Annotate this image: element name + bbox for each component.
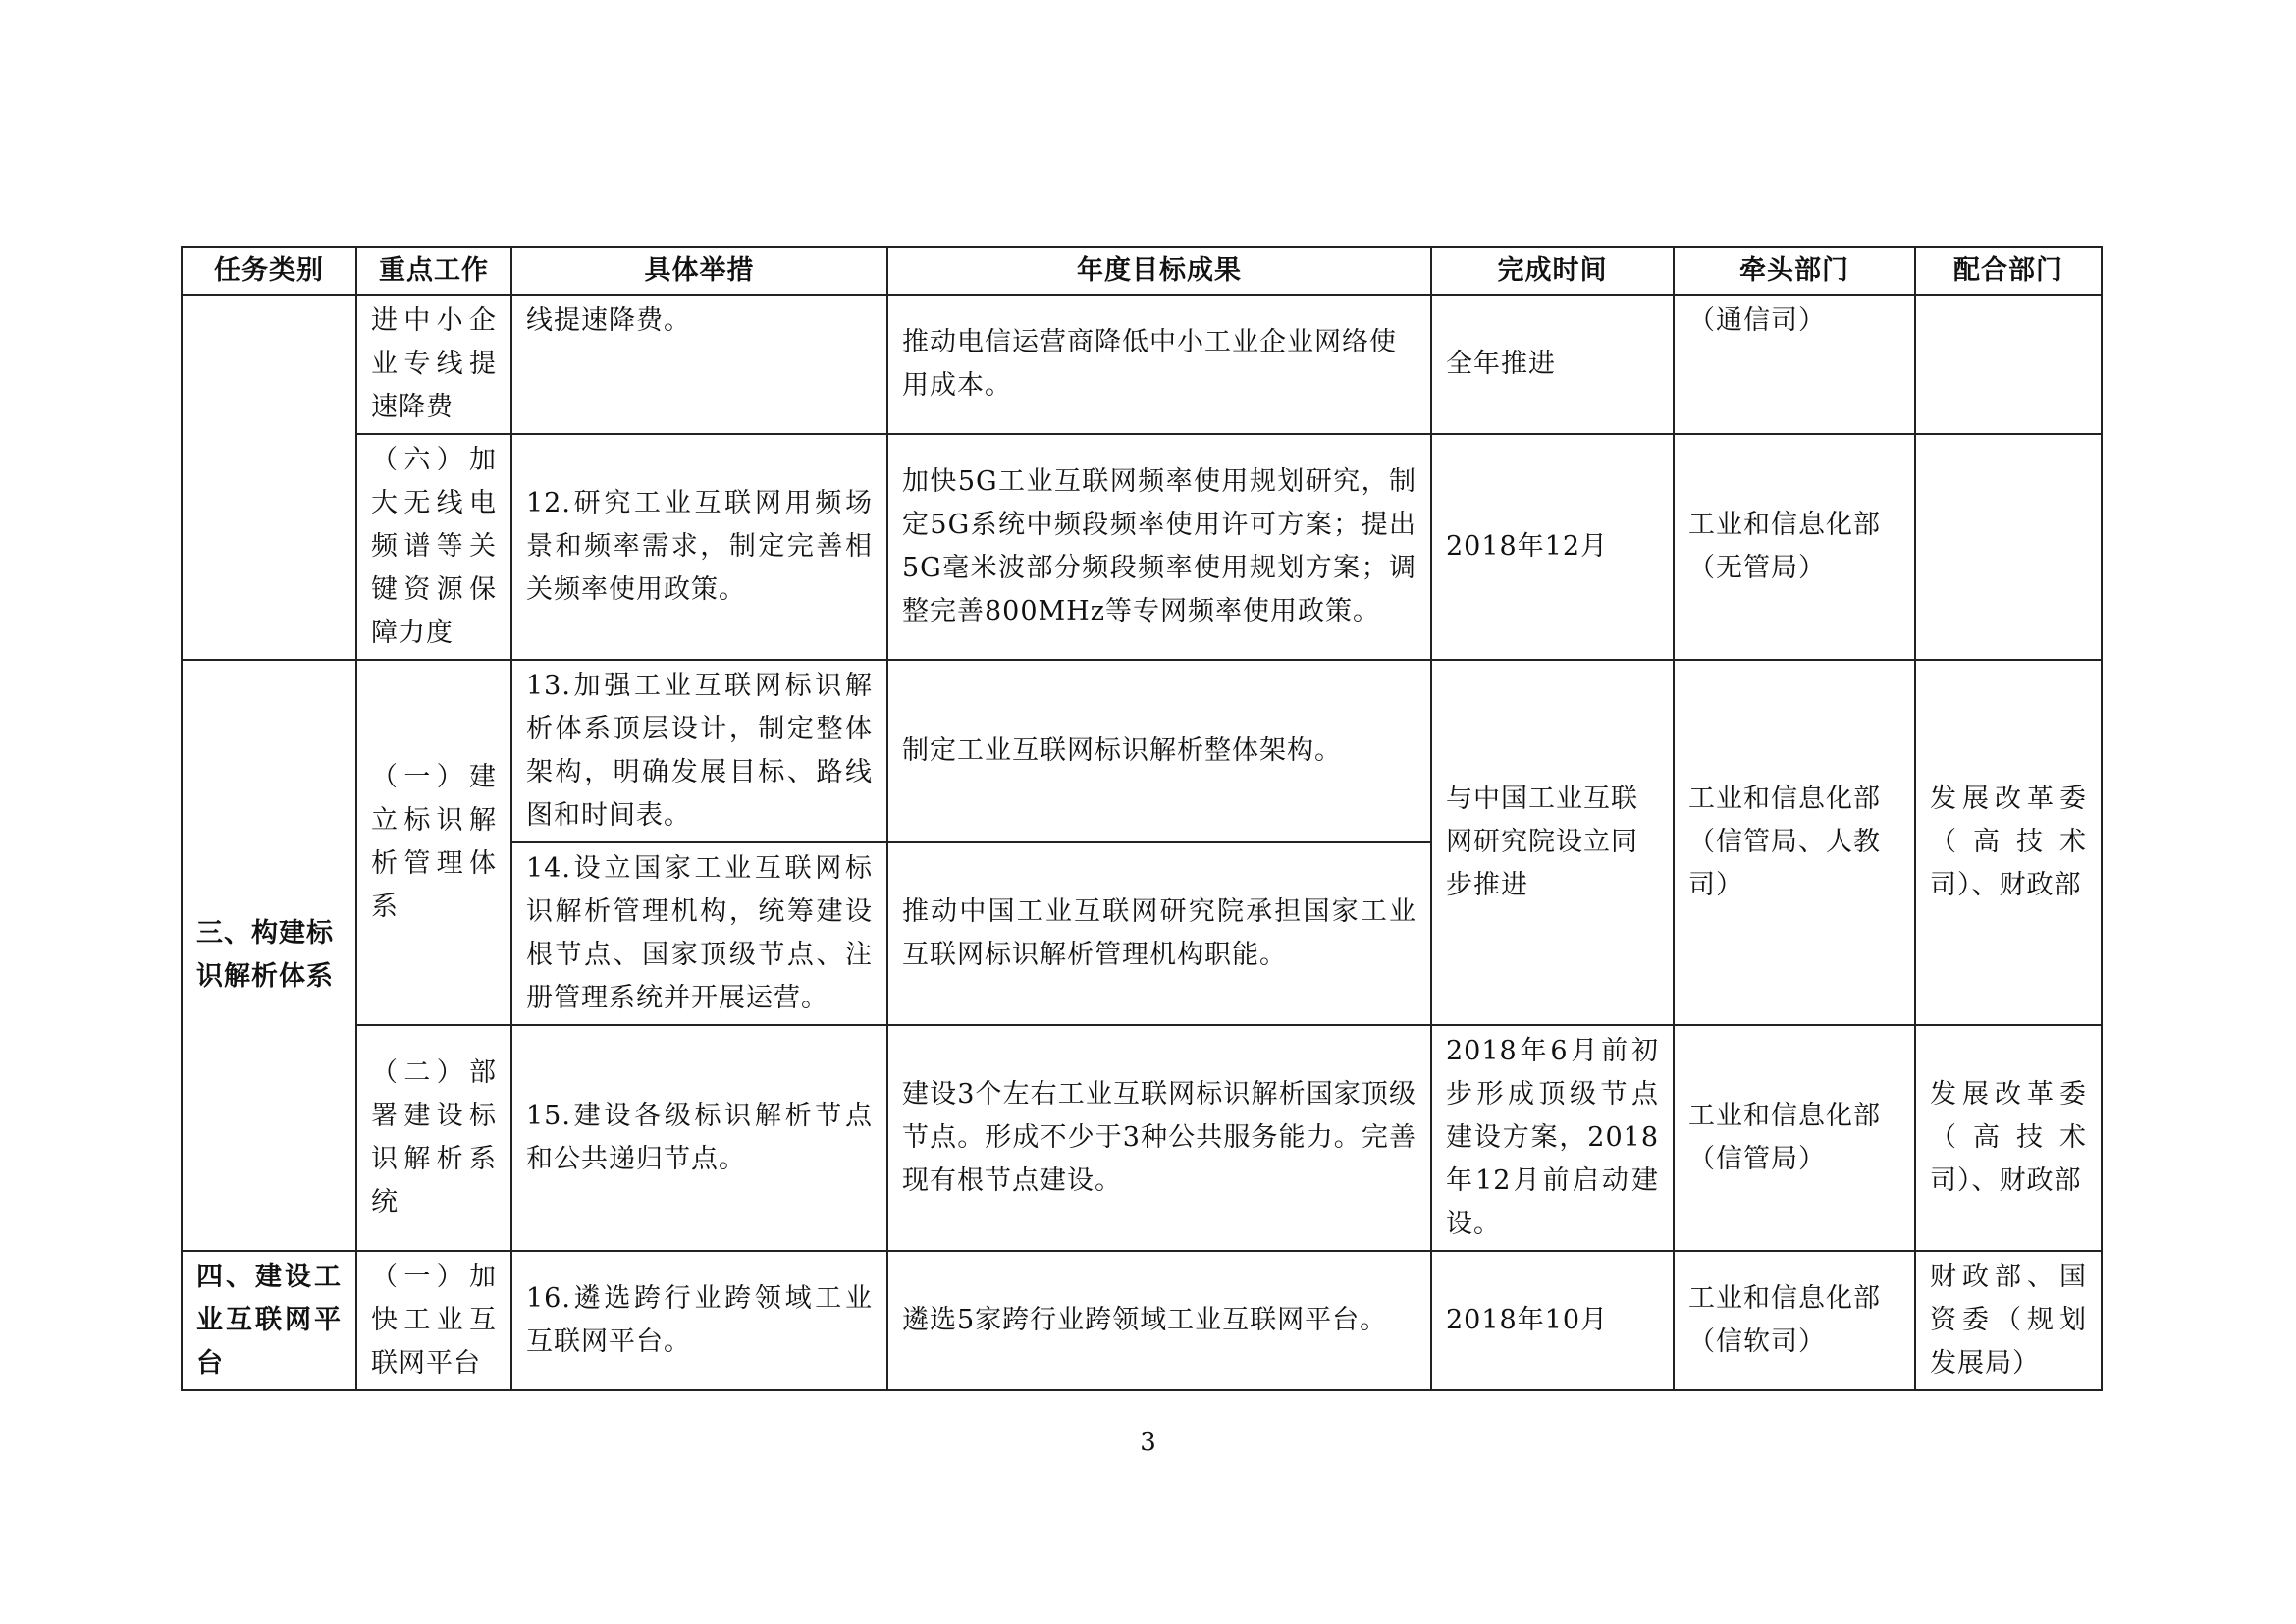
support-cell: 发展改革委（高技术司）、财政部 (1915, 1025, 2102, 1251)
target-cell: 推动中国工业互联网研究院承担国家工业互联网标识解析管理机构职能。 (887, 842, 1431, 1025)
measure-cell: 15.建设各级标识解析节点和公共递归节点。 (511, 1025, 887, 1251)
target-cell: 推动电信运营商降低中小工业企业网络使用成本。 (887, 295, 1431, 434)
lead-cell: 工业和信息化部（信软司） (1674, 1251, 1915, 1390)
target-cell: 制定工业互联网标识解析整体架构。 (887, 660, 1431, 842)
table-row (182, 660, 2102, 842)
time-cell: 2018年6月前初步形成顶级节点建设方案，2018年12月前启动建设。 (1431, 1025, 1674, 1251)
table-row (182, 1251, 2102, 1390)
measure-cell: 13.加强工业互联网标识解析体系顶层设计，制定整体架构，明确发展目标、路线图和时间表。 (511, 660, 887, 842)
category-cell: 四、建设工业互联网平台 (182, 1251, 356, 1390)
support-cell (1915, 434, 2102, 660)
lead-cell: （通信司） (1674, 295, 1915, 434)
time-cell: 2018年10月 (1431, 1251, 1674, 1390)
work-cell: （二）部署建设标识解析系统 (356, 1025, 511, 1251)
header-work: 重点工作 (356, 247, 511, 295)
work-cell: （一）加快工业互联网平台 (356, 1251, 511, 1390)
lead-cell: 工业和信息化部（信管局） (1674, 1025, 1915, 1251)
work-cell: （六）加大无线电频谱等关键资源保障力度 (356, 434, 511, 660)
support-cell (1915, 295, 2102, 434)
target-cell: 建设3个左右工业互联网标识解析国家顶级节点。形成不少于3种公共服务能力。完善现有根节点建设。 (887, 1025, 1431, 1251)
measure-cell: 12.研究工业互联网用频场景和频率需求，制定完善相关频率使用政策。 (511, 434, 887, 660)
header-measure: 具体举措 (511, 247, 887, 295)
header-target: 年度目标成果 (887, 247, 1431, 295)
work-cell: 进中小企业专线提速降费 (356, 295, 511, 434)
measure-cell: 线提速降费。 (511, 295, 887, 434)
lead-cell: 工业和信息化部（无管局） (1674, 434, 1915, 660)
category-cell: 三、构建标识解析体系 (182, 660, 356, 1251)
time-cell: 2018年12月 (1431, 434, 1674, 660)
target-cell: 加快5G工业互联网频率使用规划研究，制定5G系统中频段频率使用许可方案；提出5G毫米波部分频段频率使用规划方案；调整完善800MHz等专网频率使用政策。 (887, 434, 1431, 660)
page-number: 3 (1140, 1428, 1156, 1457)
time-cell: 全年推进 (1431, 295, 1674, 434)
table-row (182, 1025, 2102, 1251)
category-cell (182, 295, 356, 660)
header-lead: 牵头部门 (1674, 247, 1915, 295)
lead-cell: 工业和信息化部（信管局、人教司） (1674, 660, 1915, 1025)
support-cell: 财政部、国资委（规划发展局） (1915, 1251, 2102, 1390)
measure-cell: 16.遴选跨行业跨领域工业互联网平台。 (511, 1251, 887, 1390)
measure-cell: 14.设立国家工业互联网标识解析管理机构，统筹建设根节点、国家顶级节点、注册管理系统并开展运营。 (511, 842, 887, 1025)
header-row (182, 247, 2102, 295)
table-row (182, 434, 2102, 660)
header-time: 完成时间 (1431, 247, 1674, 295)
time-cell: 与中国工业互联网研究院设立同步推进 (1431, 660, 1674, 1025)
header-support: 配合部门 (1915, 247, 2102, 295)
table-row (182, 295, 2102, 434)
header-category: 任务类别 (182, 247, 356, 295)
task-table (181, 246, 2103, 1391)
support-cell: 发展改革委（高技术司）、财政部 (1915, 660, 2102, 1025)
work-cell: （一）建立标识解析管理体系 (356, 660, 511, 1025)
target-cell: 遴选5家跨行业跨领域工业互联网平台。 (887, 1251, 1431, 1390)
